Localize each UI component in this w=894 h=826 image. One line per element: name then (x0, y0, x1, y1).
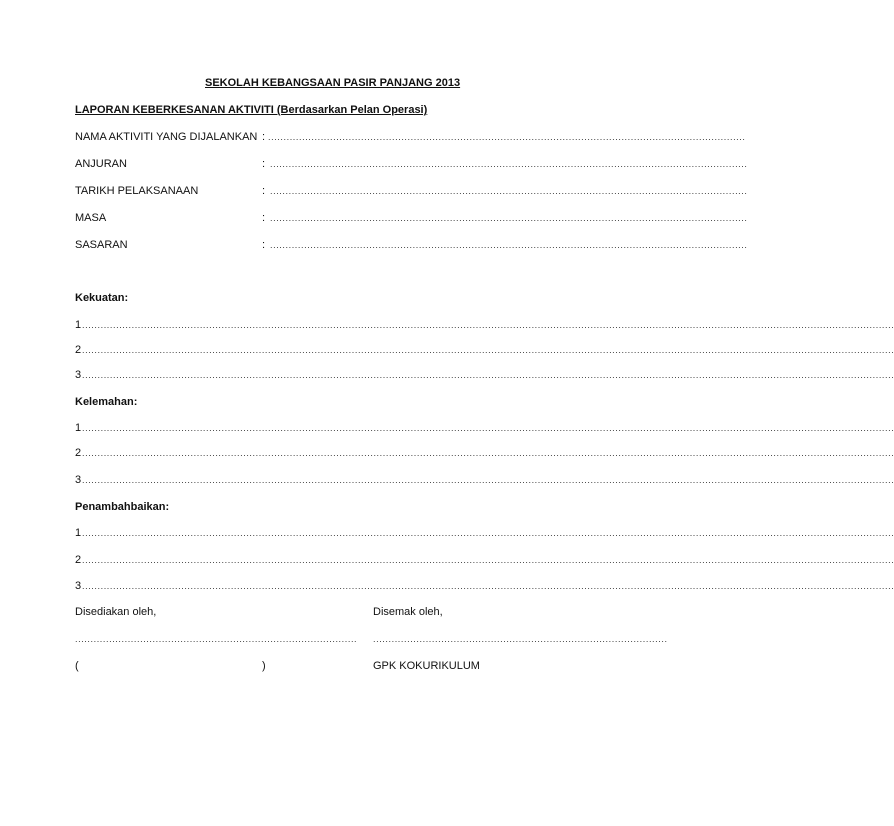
info-label: ANJURAN (75, 158, 127, 170)
checker-title: GPK KOKURIKULUM (373, 660, 480, 672)
close-paren: ) (262, 660, 266, 672)
section-heading-penambahbaikan: Penambahbaikan: (75, 501, 170, 513)
checked-by-label: Disemak oleh, (373, 606, 443, 618)
fill-in-line[interactable]: ...................................................................................................................................................................................................................................................................... (82, 528, 894, 538)
item-number: 1 (75, 422, 82, 434)
fill-in-line[interactable]: .......................................................................................................................................................... (270, 159, 748, 169)
fill-in-line[interactable]: ...................................................................................................................................................................................................................................................................... (82, 320, 894, 330)
fill-in-line[interactable]: ...................................................................................................................................................................................................................................................................... (82, 581, 894, 591)
item-number: 3 (75, 474, 82, 486)
info-colon: : (262, 131, 266, 143)
item-number: 2 (75, 344, 82, 356)
info-colon: : (262, 185, 266, 197)
item-number: 3 (75, 369, 82, 381)
fill-in-line[interactable]: .......................................................................................................................................................... (268, 132, 746, 142)
prepared-by-label: Disediakan oleh, (75, 606, 157, 618)
report-subtitle: LAPORAN KEBERKESANAN AKTIVITI (Berdasarkan Pelan Operasi) (75, 104, 428, 116)
info-colon: : (262, 212, 266, 224)
fill-in-line[interactable]: ...................................................................................................................................................................................................................................................................... (82, 475, 894, 485)
info-colon: : (262, 158, 266, 170)
info-label: MASA (75, 212, 107, 224)
fill-in-line[interactable]: ...................................................................................................................................................................................................................................................................... (82, 448, 894, 458)
fill-in-line[interactable]: ...................................................................................................................................................................................................................................................................... (82, 423, 894, 433)
item-number: 2 (75, 447, 82, 459)
item-number: 2 (75, 554, 82, 566)
prepared-signature-line[interactable]: ........................................................................................... (75, 634, 358, 644)
info-label: SASARAN (75, 239, 128, 251)
fill-in-line[interactable]: ...................................................................................................................................................................................................................................................................... (82, 345, 894, 355)
open-paren: ( (75, 660, 79, 672)
info-label: NAMA AKTIVITI YANG DIJALANKAN (75, 131, 258, 143)
fill-in-line[interactable]: ...................................................................................................................................................................................................................................................................... (82, 555, 894, 565)
section-heading-kekuatan: Kekuatan: (75, 292, 129, 304)
info-label: TARIKH PELAKSANAAN (75, 185, 199, 197)
item-number: 1 (75, 527, 82, 539)
school-title: SEKOLAH KEBANGSAAN PASIR PANJANG 2013 (205, 77, 461, 89)
info-colon: : (262, 239, 266, 251)
item-number: 3 (75, 580, 82, 592)
item-number: 1 (75, 319, 82, 331)
fill-in-line[interactable]: ...................................................................................................................................................................................................................................................................... (82, 370, 894, 380)
checked-signature-line[interactable]: ............................................................................................... (373, 634, 668, 644)
fill-in-line[interactable]: .......................................................................................................................................................... (270, 186, 748, 196)
fill-in-line[interactable]: .......................................................................................................................................................... (270, 240, 748, 250)
section-heading-kelemahan: Kelemahan: (75, 396, 138, 408)
fill-in-line[interactable]: .......................................................................................................................................................... (270, 213, 748, 223)
